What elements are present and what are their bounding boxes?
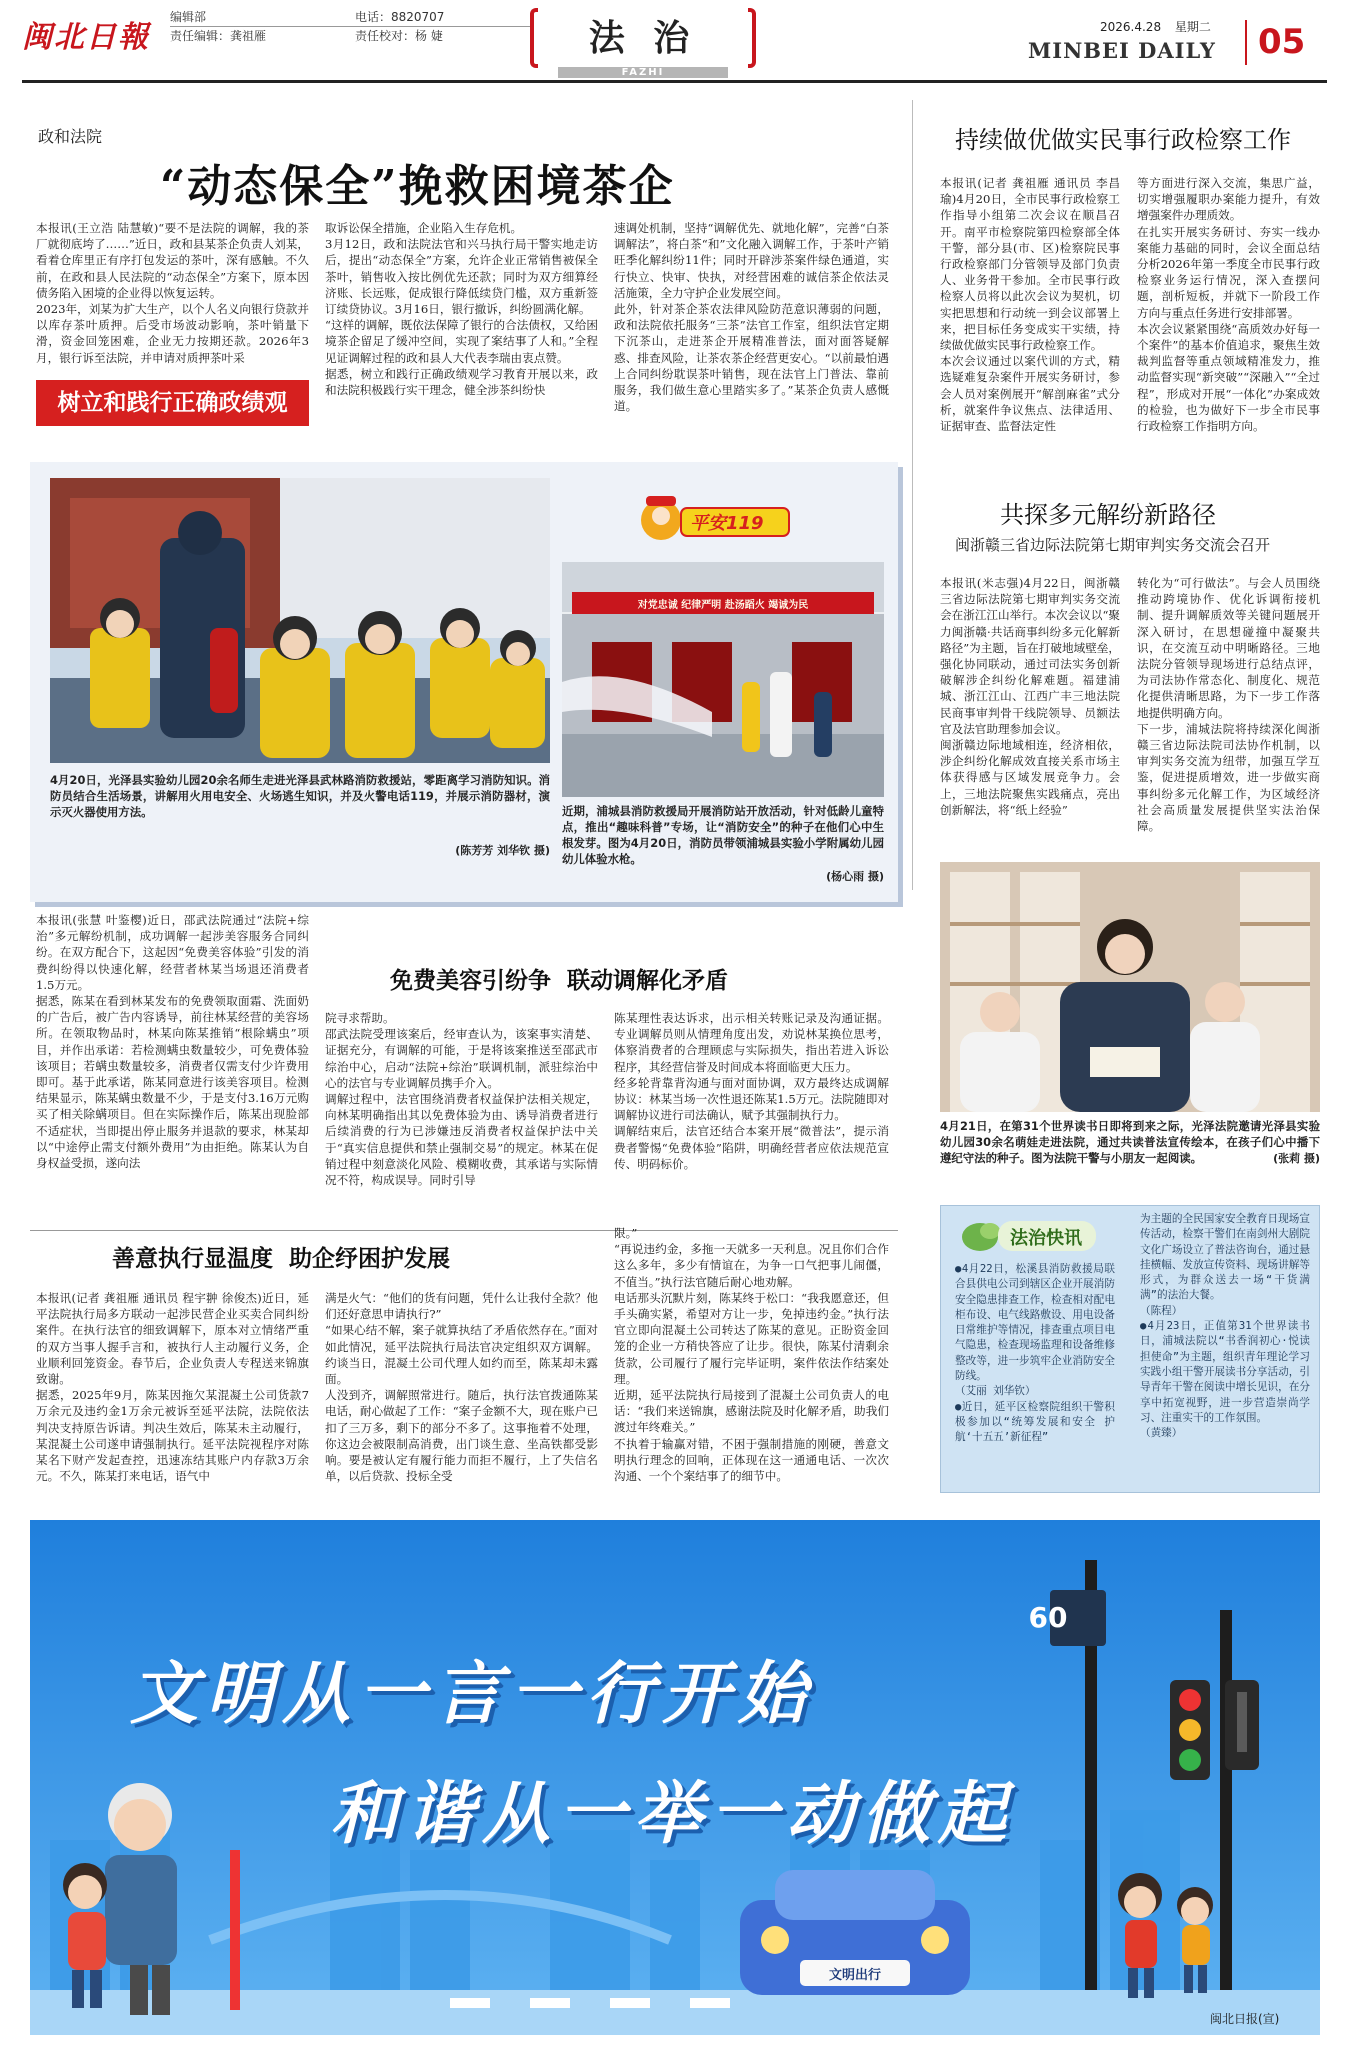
bottom-title: 善意执行显温度 助企纾困护发展 xyxy=(112,1246,451,1272)
right2-title: 共探多元解纷新路径 xyxy=(1000,501,1216,529)
right-photo-caption: 4月21日，在第31个世界读书日即将到来之际，光泽法院邀请光泽县实验幼儿园30余名萌娃走进法院，通过共读普法宣传绘本，在孩子们心中播下遵纪守法的种子。图为法院干警与小朋友一起阅读。 xyxy=(940,1119,1320,1165)
safety-119-badge xyxy=(636,490,796,550)
briefs-heading xyxy=(960,1215,1100,1255)
bottom-col-1: 本报讯(记者 龚祖雁 通讯员 程宇翀 徐俊杰)近日，延平法院执行局多方联动一起涉民营企业买卖合同纠纷案件。在执行法官的细致调解下，原本对立情绪严重的双方当事人握手言和，被执行人主动履行义务，企业顺利回笼资金。春节后，企业负责人专程送来锦旗致谢。 据悉，2025年9月，陈某因拖欠某混凝土公司货款7万余元及违约金1万余元被诉至延平法院，法院依法判决支持原告诉请。判决生效后，陈某未主动履行，某混凝土公司遂申请强制执行。延平法院视程序对陈某名下财产发起查控，迅速冻结其账户内存款3万余元。不久，陈某打来电话，语气中 xyxy=(36,1291,309,1484)
lead-col-1: 本报讯(王立浩 陆慧敏)“要不是法院的调解，我的茶厂就彻底垮了……”近日，政和县某茶企负责人刘某，看着仓库里正有序打包发运的茶叶，深有感触。不久前，在政和县人民法院的“动态保全”方案下，原本因债务陷入困境的企业得以恢复运转。 2023年，刘某为扩大生产，以个人名义向银行贷款并以库存茶叶质押。后受市场波动影响，茶叶销量下滑，资金回笼困难，企业无力按期还款。2026年3月，银行诉至法院，并申请对质押茶叶采 xyxy=(36,221,309,365)
brand-name: MINBEI DAILY xyxy=(1028,38,1216,63)
briefs-col-1: ●4月22日，松溪县消防救援局联合县供电公司到辖区企业开展消防安全隐患排查工作，检查相对配电柜布设、电气线路敷设、用电设备日常维护等情况，排查重点项目电气隐患，检查现场监理和设备维修整改等，进一步筑牢企业消防安全防线。 （艾丽 刘华钦） ●近日，延平区检察院组织干警积极参加以“统筹发展和安全 护航‘十五五’新征程” xyxy=(955,1263,1115,1444)
ad-slogan-2: 和谐从一举一动做起 xyxy=(330,1775,1015,1854)
mid-col-1: 本报讯(张慧 叶鉴樱)近日，邵武法院通过“法院+综治”多元解纷机制，成功调解一起涉美容服务合同纠纷。在双方配合下，这起因“免费美容体验”引发的消费纠纷得以快速化解，经营者林某当场退还消费者1.5万元。 据悉，陈某在看到林某发布的免费领取面霜、洗面奶的广告后，被广告内容诱导，前往林某经营的美容场所。在领取物品时，林某向陈某推销“根除螨虫”项目，并作出承诺：若检测螨虫数量较少，可免费体验该项目；若螨虫数量较多，消费者仅需支付少许费用即可。基于此承诺，陈某同意进行该美容项目。检测结果显示，陈某螨虫数量不少，于是支付3.16万元购买了相关除螨项目。但在实际操作后，陈某出现脸部不适症状，当即提出停止服务并退款的要求，林某却以“中途停止需支付额外费用”为由拒绝。陈某认为自身权益受损，遂向法 xyxy=(36,913,309,1171)
photo-credit-2: (杨心雨 摄) xyxy=(826,870,884,883)
proof-label: 责任校对：杨 婕 xyxy=(355,29,443,43)
mid-col-2: 院寻求帮助。 邵武法院受理该案后，经审查认为，该案事实清楚、证据充分，有调解的可能，于是将该案推送至邵武市综治中心，启动“法院+综治”联调机制，派驻综治中心的法官与专业调解员携手介入。 调解过程中，法官围绕消费者权益保护法相关规定，向林某明确指出其以免费体验为由、诱导消费者进行后续消费的行为已涉嫌违反消费者权益保护法中关于“真实信息提供和禁止强制交易”的规定。林某在促销过程中刻意淡化风险、模糊收费，其承诺与实际情况不符，构成误导。同时引导 xyxy=(325,1011,598,1188)
lead-col-2: 取诉讼保全措施，企业陷入生存危机。 3月12日，政和法院法官和兴马执行局干警实地走访后，提出“动态保全”方案，允许企业正常销售被保全茶叶，销售收入按比例优先还款；同时为双方细算经济账、长远账，促成银行降低续贷门槛，双方重新签订续贷协议。3月16日，银行撤诉，纠纷圆满化解。 “这样的调解，既依法保障了银行的合法债权，又给困境茶企留足了缓冲空间，实现了案结事了人和。”全程见证调解过程的政和县人大代表李瑞由衷点赞。 据悉，树立和践行正确政绩观学习教育开展以来，政和法院积极践行实干理念，健全涉茶纠纷快 xyxy=(325,221,598,398)
right2-col-1: 本报讯(米志强)4月22日，闽浙赣三省边际法院第七期审判实务交流会在浙江江山举行。本次会议以“聚力闽浙赣·共话商事纠纷多元化解新路径”为主题，旨在打破地域壁垒，强化协同联动，通过司法实务创新破解涉企纠纷化解难题。福建浦城、浙江江山、江西广丰三地法院民商事审判骨干线院领导、员额法官及法官助理参加会议。 闽浙赣边际地域相连，经济相依，涉企纠纷化解成效直接关系市场主体获得感与区域发展竞争力。会上，三地法院聚焦实践痛点，亮出创新解法，将“纸上经验” xyxy=(940,576,1120,817)
editor-label: 责任编辑：龚祖雁 xyxy=(170,29,267,43)
right1-title: 持续做优做实民事行政检察工作 xyxy=(955,126,1291,154)
mid-col-3: 陈某理性表达诉求，出示相关转账记录及沟通证据。专业调解员则从情理角度出发，劝说林某换位思考，体察消费者的合理顾虑与实际损失，指出若进入诉讼程序，其经营信誉及时间成本将面临更大压力。 经多轮背靠背沟通与面对面协调，双方最终达成调解协议：林某当场一次性退还陈某1.5万元。法院随即对调解协议进行司法确认，赋予其强制执行力。 调解结束后，法官还结合本案开展“微普法”，提示消费者警惕“免费体验”陷阱，明确经营者应依法规范宣传、明码标价。 xyxy=(614,1011,889,1171)
photo-caption-1: 4月20日，光泽县实验幼儿园20余名师生走进光泽县武林路消防救援站，零距离学习消防知识。消防员结合生活场景，讲解用火用电安全、火场逃生知识，并及火警电话119，并展示消防器材，演示灭火器使用方法。 xyxy=(50,773,550,819)
logo-text: 闽北日報 xyxy=(22,20,150,55)
court-reading-photo xyxy=(940,862,1320,1112)
mid-title: 免费美容引纷争 联动调解化矛盾 xyxy=(390,968,729,994)
civility-ad xyxy=(30,1520,1320,2035)
bottom-col-3: 限。” “再说违约金，多拖一天就多一天利息。况且你们合作这么多年，多少有情谊在，为争一口气把事儿闹僵，不值当。”执行法官随后耐心地劝解。 电话那头沉默片刻，陈某终于松口：“我我愿意还，但手头确实紧，希望对方让一步，免掉违约金。”执行法官立即向混凝土公司转达了陈某的意见。正盼资金回笼的企业一方稍快答应了让步。很快，陈某付清剩余货款，公司履行了履行完毕证明，案件依法作结案处理。 近期，延平法院执行局接到了混凝土公司负责人的电话：“我们来送锦旗，感谢法院及时化解矛盾，助我们渡过年终难关。” 不执着于输赢对错，不困于强制措施的刚硬，善意文明执行理念的回响，正体现在这一通通电话、一次次沟通、一个个案结事了的细节中。 xyxy=(614,1226,889,1484)
section-title: 法 治 FAZHI xyxy=(548,10,738,78)
briefs-col-2: 为主题的全民国家安全教育日现场宣传活动，检察干警们在南剑州大剧院文化广场设立了普法咨询台，通过悬挂横幅、发放宣传资料、现场讲解等形式，为群众送去一场“干货满满”的法治大餐。 （陈程） ●4月23日，正值第31个世界读书日，浦城法院以“书香润初心·悦读担使命”为主题，组织青年理论学习实践小组干警开展读书分享活动，引导青年干警在阅读中增长见识，在分享中拓宽视野，进一步营造崇尚学习、注重实干的工作氛围。 （黄臻） xyxy=(1140,1213,1310,1440)
firefighter-kids-photo xyxy=(50,478,550,763)
briefs-title: 法治快讯 xyxy=(1010,1228,1082,1249)
lead-col-3: 速调处机制，坚持“调解优先、就地化解”，完善“白茶调解法”，将白茶“和”文化融入调解工作，于茶叶产销旺季化解纠纷11件；同时开辟涉茶案件绿色通道，实行快立、快审、快执，对经营困难的诚信茶企依法灵活施策，全力守护企业发展空间。 此外，针对茶企茶农法律风险防范意识薄弱的问题，政和法院依托服务“三茶”法官工作室，组织法官定期下沉茶山，走进茶企开展精准普法，面对面答疑解惑、排查风险，让茶农茶企经营更安心。“以前最怕遇上合同纠纷耽误茶叶销售，现在法官上门普法、靠前服务，我们做生意心里踏实多了。”某茶企负责人感慨道。 xyxy=(614,221,889,414)
ad-slogan-1: 文明从一言一行开始 xyxy=(130,1655,815,1734)
lead-kicker: 政和法院 xyxy=(38,127,103,146)
right2-col-2: 转化为“可行做法”。与会人员围绕推动跨境协作、优化诉调衔接机制、提升调解质效等关键问题展开深入研讨，在思想碰撞中凝聚共识，在交流互动中明晰路径。三地法院分管领导现场进行总结点评，为司法协作常态化、制度化、规范化提供清晰思路，为下一步工作落地提供明确方向。 下一步，浦城法院将持续深化闽浙赣三省边际法院司法协作机制，以审判实务交流为纽带，加强互学互鉴，促进提质增效，进一步做实商事纠纷多元化解工作，为区域经济社会高质量发展提供坚实法治保障。 xyxy=(1137,576,1320,834)
right2-subtitle: 闽浙赣三省边际法院第七期审判实务交流会召开 xyxy=(955,536,1271,554)
issue-date: 2026.4.28 xyxy=(1100,20,1162,34)
badge-text: 平安119 xyxy=(690,513,764,534)
photo-caption-2: 近期，浦城县消防救援局开展消防站开放活动，针对低龄儿童特点，推出“趣味科普”专场，让“消防安全”的种子在他们心中生根发芽。图为4月20日，消防员带领浦城县实验小学附属幼儿园幼儿体验水枪。 xyxy=(562,804,884,866)
issue-weekday: 星期二 xyxy=(1174,20,1211,34)
bottom-col-2: 满是火气：“他们的货有问题，凭什么让我付全款？他们还好意思申请执行?” “如果心结不解，案子就算执结了矛盾依然存在。”面对如此情况，延平法院执行局法官决定组织双方调解。约谈当日，混凝土公司代理人如约而至，陈某却未露面。 人没到齐，调解照常进行。随后，执行法官拨通陈某电话，耐心做起了工作：“案子金额不大，现在账户已扣了三万多，剩下的部分不多了。这事拖着不处理，你这边会被限制高消费，出门谈生意、坐高铁都受影响。要是被认定有履行能力而拒不履行，上了失信名单，以后贷款、投标全受 xyxy=(325,1291,598,1484)
right1-col-1: 本报讯(记者 龚祖雁 通讯员 李昌瑜)4月20日，全市民事行政检察工作指导小组第二次会议在顺昌召开。南平市检察院第四检察部全体干警，部分县(市、区)检察院民事行政检察部门分管领导及部门负责人、业务骨干参加。全市民事行政检察人员将以此次会议为契机，切实把思想和行动统一到会议部署上来，把目标任务变成实干实绩，持续做优做实民事行政检察工作。 本次会议通过以案代训的方式，精选疑难复杂案件开展实务研讨，参会人员对案例展开“解剖麻雀”式分析，就案件争议焦点、法律适用、证据审查、监督法定性 xyxy=(940,176,1120,434)
phone-label: 电话：8820707 xyxy=(355,8,530,27)
ad-credit: 闽北日报(宣) xyxy=(1210,2012,1280,2026)
right1-col-2: 等方面进行深入交流，集思广益，切实增强履职办案能力提升，有效增强案件办理质效。 在扎实开展实务研讨、夯实一线办案能力基础的同时，会议全面总结分析2026年第一季度全市民事行政检察业务运行情况，深入查摆问题，剖析短板，并就下一阶段工作方向与重点任务进行安排部署。 本次会议紧紧围绕“高质效办好每一个案件”的基本价值追求，聚焦生效裁判监督等重点领域精准发力，推动监督实现“新突破”“深融入”“全过程”，形成对开展“一体化”办案成效的检验，也为做好下一步全市民事行政检察工作指明方向。 xyxy=(1137,176,1320,434)
masthead xyxy=(0,0,1349,90)
lead-title: “动态保全”挽救困境茶企 xyxy=(160,161,675,212)
speed-limit-sign: 60 xyxy=(1028,1601,1068,1634)
logo xyxy=(22,12,150,56)
right-photo-credit: (张莉 摄) xyxy=(1273,1152,1320,1165)
car-plate: 文明出行 xyxy=(828,1968,881,1983)
station-sign: 对党忠诚 纪律严明 赴汤蹈火 竭诚为民 xyxy=(637,600,809,611)
lead-banner: 树立和践行正确政绩观 xyxy=(36,380,309,426)
photo-credit-1: (陈芳芳 刘华钦 摄) xyxy=(455,844,550,857)
dept-label: 编辑部 xyxy=(170,8,360,27)
page-number: 05 xyxy=(1258,22,1306,62)
water-cannon-photo xyxy=(562,562,884,797)
section-pinyin: FAZHI xyxy=(558,67,728,78)
